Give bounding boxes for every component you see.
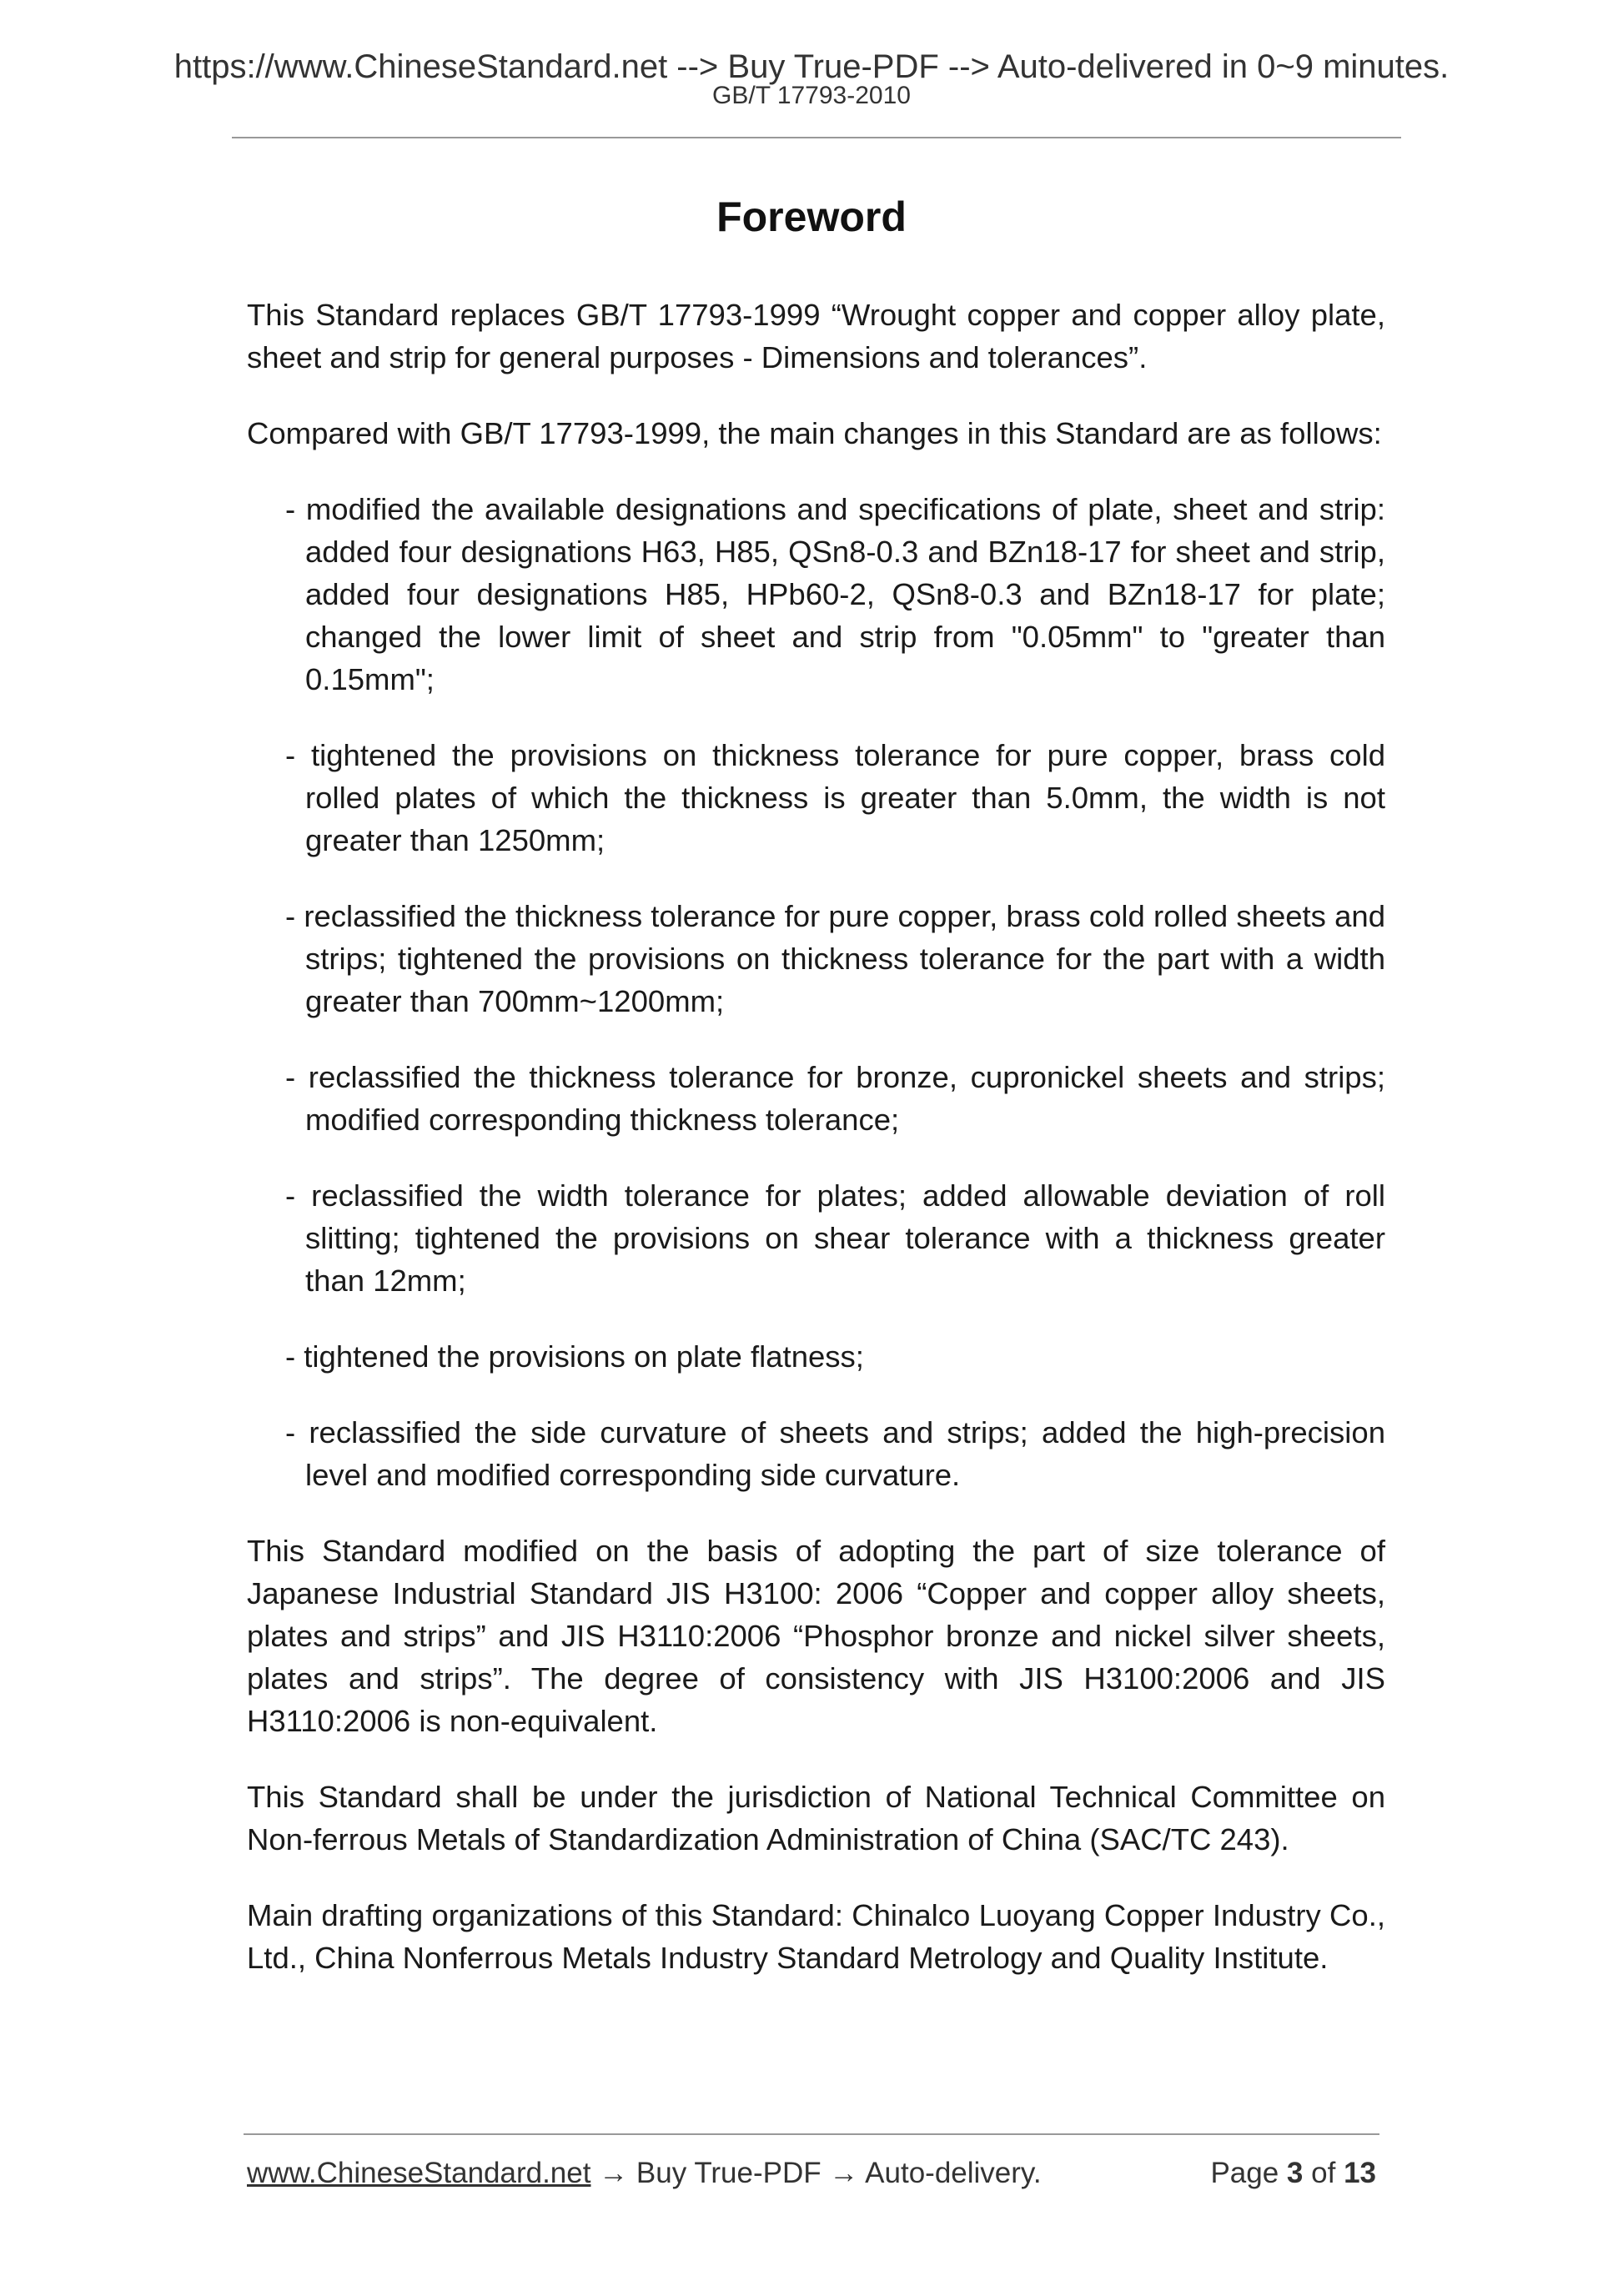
list-item: - modified the available designations and specifications of plate, sheet and strip: added four designations H63, H85, QSn8-0.3 and BZn18-17 for sheet and strip, added four designations H85, HPb60-2, QSn8-0.3 and BZn18-17 for plate; changed the lower limit of sheet and strip from "0.05mm" to "greater than 0.15mm"; — [285, 492, 1385, 696]
list-item: - reclassified the side curvature of sheets and strips; added the high-precision level and modified corresponding side curvature. — [285, 1415, 1385, 1492]
list-item: - tightened the provisions on thickness tolerance for pure copper, brass cold rolled plates of which the thickness is greater than 5.0mm, the width is not greater than 1250mm; — [285, 738, 1385, 857]
footer-website-link[interactable]: www.ChineseStandard.net — [247, 2157, 591, 2189]
changes-list — [247, 488, 1385, 1496]
footer-divider — [244, 2133, 1379, 2135]
total-pages: 13 — [1344, 2157, 1376, 2189]
page-indicator — [1210, 2157, 1376, 2190]
page-title: Foreword — [716, 193, 907, 240]
paragraph-replaces: This Standard replaces GB/T 17793-1999 “Wrought copper and copper alloy plate, sheet and strip for general purposes - Dimensions and tolerances”. — [247, 298, 1385, 374]
footer-tagline: → Buy True-PDF → Auto-delivery. — [590, 2157, 1042, 2189]
document-code: GB/T 17793-2010 — [712, 82, 911, 109]
page-label: Page — [1210, 2157, 1279, 2189]
paragraph-drafting-organizations: Main drafting organizations of this Standard: Chinalco Luoyang Copper Industry Co., Ltd., China Nonferrous Metals Industry Standard Metrology and Quality Institute. — [247, 1898, 1385, 1975]
page-number: 3 — [1286, 2157, 1304, 2189]
header-divider — [232, 137, 1401, 138]
of-label: of — [1311, 2157, 1336, 2189]
paragraph-changes-intro: Compared with GB/T 17793-1999, the main changes in this Standard are as follows: — [247, 416, 1382, 450]
header-banner: https://www.ChineseStandard.net --> Buy True-PDF --> Auto-delivered in 0~9 minutes. — [173, 48, 1450, 85]
list-item: - reclassified the thickness tolerance for bronze, cupronickel sheets and strips; modified corresponding thickness tolerance; — [285, 1060, 1385, 1137]
list-item: - reclassified the width tolerance for plates; added allowable deviation of roll slitting; tightened the provisions on shear tolerance with a thickness greater than 12mm; — [285, 1178, 1385, 1298]
paragraph-jurisdiction: This Standard shall be under the jurisdiction of National Technical Committee on Non-ferrous Metals of Standardization Administration of China (SAC/TC 243). — [247, 1780, 1385, 1856]
list-item: - reclassified the thickness tolerance for pure copper, brass cold rolled sheets and strips; tightened the provisions on thickness tolerance for the part with a width greater than 700mm~1200mm; — [285, 899, 1385, 1018]
foreword-body — [247, 294, 1385, 2012]
footer-promo — [247, 2157, 1042, 2190]
paragraph-adoption: This Standard modified on the basis of adopting the part of size tolerance of Japanese Industrial Standard JIS H3100: 2006 “Copper and copper alloy sheets, plates and strips” and JIS H3110:2006 “Phosphor bronze and nickel silver sheets, plates and strips”. The degree of consistency with JIS H3100:2006 and JIS H3110:2006 is non-equivalent. — [247, 1534, 1385, 1738]
list-item: - tightened the provisions on plate flatness; — [285, 1339, 864, 1374]
